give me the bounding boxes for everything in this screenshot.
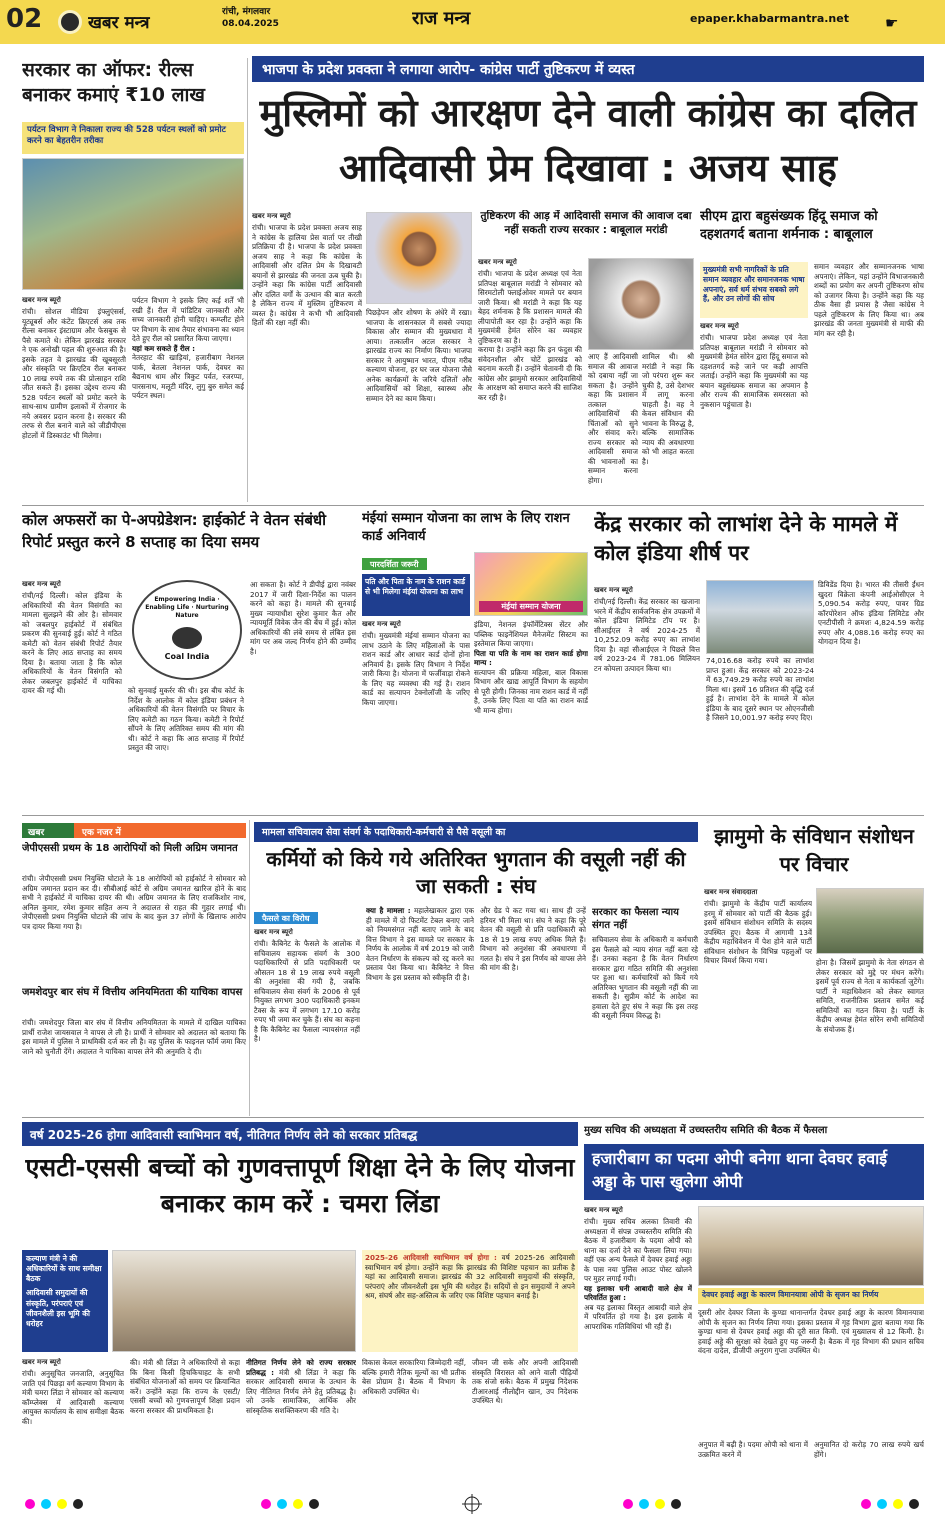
maiyan-col2	[474, 620, 588, 812]
marandi-photo	[588, 258, 694, 350]
ajay-story-col1	[252, 212, 362, 502]
aadivasi-bullets	[22, 1250, 108, 1352]
pointer-hand-icon: ☛	[885, 14, 899, 32]
ek-nazar-label2: एक नजर में	[74, 823, 246, 838]
coal-dividend-body-2: 74,016.68 करोड़ रुपये का लाभांश प्राप्त हुआ। केंद्र सरकार को 2023-24 में 63,749.29 करोड़ रुपये का लाभांश मिला था। इसमें 16 प्रतिशत की वृद्धि दर्ज हुई है। लाभांश देने के मामले में कोल इंडिया के बाद दूसरे स्थान पर ओएनजीसी है जिसने 10,001.97 करोड़ रुपए दिए।	[706, 656, 814, 722]
maiyan-body-1: रांची। मुख्यमंत्री मंईयां सम्मान योजना का लाभ उठाने के लिए महिलाओं के पास राशन कार्ड और आधार कार्ड दोनों होना अनिवार्य है। इसके लिए विभाग ने निर्देश जारी किया है। योजना में फर्जीवाड़ा रोकने के लिए यह व्यवस्था की गई है। राशन कार्ड का सत्यापन टेक्नोलॉजी के जरिए किया जाएगा।	[362, 631, 470, 707]
top-headline: मुस्लिमों को आरक्षण देने वाली कांग्रेस का दलित आदिवासी प्रेम दिखावा : अजय साह	[259, 91, 917, 191]
sangh-byline: खबर मन्त्र ब्यूरो	[254, 928, 293, 936]
ek-nazar-label1: खबर	[22, 823, 74, 838]
jmm-col1	[704, 888, 812, 1112]
sangh-subhead: क्या है मामला :	[366, 906, 411, 915]
ajay-body-2: पिछड़ेपन और शोषण के अंधेरे में रखा। भाजपा के शासनकाल में सबसे ज्यादा विकास और सम्मान की मुख्यधारा में आया। तत्कालीन अटल सरकार ने झारखंड राज्य का निर्माण किया। भाजपा सरकार ने आयुष्मान भारत, पीएम गरीब कल्याण योजना, हर घर जल योजना जैसे अनेक कार्यक्रमों के जरिये दलितों और आदिवासियों को शिक्षा, स्वास्थ्य और सम्मान देने का काम किया।	[366, 308, 472, 403]
reels-body: रांची। सोशल मीडिया इंफ्लुएंसर्स, यूट्यूबर्स और कंटेंट क्रिएटर्स अब तक रील्स बनाकर इंस्टाग्राम और फेसबुक से पैसे कमाते थे। लेकिन झारखंड सरकार ने एक अनोखी पहल की शुरुआत की है। इसके तहत वे झारखंड की खूबसूरती और संस्कृति पर क्रिएटिव रील बनाकर 10 लाख रुपये तक की प्रोत्साहन राशि जीत सकते हैं। इसका उद्देश्य राज्य की 528 पर्यटन स्थलों को प्रमोट करने के साथ-साथ ग्रामीण इलाकों में रोजगार के नये अवसर प्रदान करना है। सरकार की तरफ से रील बनाने वाले को जीडीपीएस होटलों में डिस्काउंट भी मिलेगा।	[22, 307, 126, 440]
coal-pay-body-2: को सुनवाई मुकर्रर की थी। इस बीच कोर्ट के निर्देश के आलोक में कोल इंडिया प्रबंधन ने अधिकारियों की वेतन विसंगति पर विचार के लिए कमेटी का गठन किया। कमेटी ने रिपोर्ट सौंपने के लिए अतिरिक्त समय की मांग की थी। कोर्ट ने कहा कि आठ सप्ताह में रिपोर्ट प्रस्तुत की जाए।	[128, 686, 244, 752]
sangh-body-2: महालेखाकार द्वारा एक ही मामले में दो फिटमेंट टेबल बनाए जाने को नियमसंगत नहीं बताए जाने के बाद वित्त विभाग ने इस मामले पर सरकार के निर्णय के आलोक में वर्ष 2019 को जारी वेतन निर्धारण के संकल्प को रद्द करने का प्रस्ताव पेश किया था। कैबिनेट ने वित्त विभाग के इस प्रस्ताव को स्वीकृति दी है।	[366, 906, 474, 982]
marandi-byline: खबर मन्त्र ब्यूरो	[478, 258, 517, 266]
reels-deck: पर्यटन विभाग ने निकाला राज्य की 528 पर्यटन स्थलों को प्रमोट करने का बेहतरीन तरीका	[22, 122, 244, 154]
row-divider	[22, 1117, 924, 1118]
reels-body2: पर्यटन विभाग ने इसके लिए कई शर्तें भी रखी हैं। रील में पांडिटिव जानकारी और सच्य जानकारी होनी चाहिए। कम्प्लीट होने पर विभाग के साथ तैयार संभावना का ध्यान देते हुए रील को प्रसारित किया जाएगा।	[132, 296, 244, 343]
coal-dividend-body-3: डिविडेंड दिया है। भारत की तीसरी ईंधन खुदरा विक्रेता कंपनी आईओसीएल ने 5,090.54 करोड़ रुपए, पावर ग्रिड कॉरपोरेशन ऑफ इंडिया लिमिटेड और एनटीपीसी ने क्रमशः 4,824.59 करोड़ रुपए और 4,088.16 करोड़ रुपए का योगदान दिया है।	[818, 580, 924, 646]
aadivasi-body-2: की। मंत्री श्री लिंडा ने अधिकारियों से कहा कि बिना किसी हिचकिचाहट के सभी संबंधित योजनाओं को समय पर क्रियान्वित करें। उन्होंने कहा कि राज्य के एसटी/एससी बच्चों को गुणवत्तापूर्ण शिक्षा प्रदान करना सरकार की प्राथमिकता है।	[130, 1358, 240, 1415]
hazaribagh-caption: देवघर हवाई अड्डा के कारण विमानयात्रा ओपी के सृजन का निर्णय	[698, 1288, 924, 1304]
ek-nazar-p2: रांची। जमशेदपुर जिला बार संघ में वित्तीय अनियमितता के मामले में दाखिल याचिका प्रार्थी राजेश जायसवाल ने वापस ले ली है। प्रार्थी ने सोमवार को अदालत को बताया कि इस मामले में पुलिस ने प्राथमिकी दर्ज कर ली है। वह पुलिस के फाइनल फॉर्म जमा किए जाने को चुनौती देंगे। अदालत ने याचिका वापस लेने की अनुमति दे दी।	[22, 1018, 246, 1056]
sangh-body-3: और ग्रेड पे कट गया था। साथ ही उन्हें हरियर भी मिला था। संघ ने कहा कि पूरे वेतन की वसूली से प्रति पदाधिकारी को 18 से 19 लाख रुपए अधिक मिले हैं। विभाग को अनुशंसा की अवधारणा में गलत है। संघ ने इस निर्णय को वापस लेने की मांग की है।	[480, 906, 586, 972]
faisla-headline: सरकार का फैसला न्याय संगत नहीं	[592, 907, 679, 931]
brand-name: खबर मन्त्र	[88, 13, 150, 33]
marandi-body-2: कराया है। उन्होंने कहा कि इन फंदुस की संवेदनशील और चोटें झारखंड को बदनाम करती हैं। उन्होंने चेतावनी दी कि कांग्रेस और झामुमो सरकार आदिवासियों के आरक्षण को समाप्त करने की साजिश कर रही है।	[478, 345, 582, 402]
hazaribagh-byline: खबर मन्त्र ब्यूरो	[584, 1206, 623, 1214]
section-title: राज मन्त्र	[412, 8, 471, 29]
hindu-col1	[700, 322, 808, 502]
coal-india-building-photo	[706, 580, 814, 654]
maiyan-body-3: सत्यापन की प्रक्रिया महिला, बाल विकास विभाग और खाद्य आपूर्ति विभाग के सहयोग से पूरी होगी। जिनका नाम राशन कार्ड में नहीं है, उनके लिए पिता या पति का राशन कार्ड भी मान्य होगा।	[474, 667, 588, 715]
aadivasi-col1	[22, 1358, 124, 1478]
marandi-body-3: आए हैं आदिवासी समाज की आवाज को दबाया नहीं जा सकता है। उन्होंने कहा कि प्रशासन तत्काल आदिवासियों की चिंताओं को सुने और संवाद करे। राज्य सरकार को आदिवासी समाज की भावनाओं का सम्मान करना होगा।	[588, 352, 638, 485]
coal-india-logo-text: Coal India	[164, 652, 210, 662]
maiyan-poster	[474, 552, 588, 616]
coal-dividend-headline: केंद्र सरकार को लाभांश देने के मामले में कोल इंडिया शीर्ष पर	[594, 512, 898, 566]
hindu-headline: सीएम द्वारा बहुसंख्यक हिंदू समाज को दहशतगर्द बताना शर्मनाक : बाबूलाल	[700, 209, 878, 242]
marandi-headline: तुष्टिकरण की आड़ में आदिवासी समाज की आवाज दबा नहीं सकती राज्य सरकार : बाबूलाल मरांडी	[480, 210, 692, 236]
sangh-headline: कर्मियों को किये गये अतिरिक्त भुगतान की वसूली नहीं की जा सकती : संघ	[266, 847, 686, 898]
coal-pay-col1	[22, 580, 122, 812]
hazaribagh-body-2: दूसरी ओर देवघर जिला के कुण्डा थानान्तर्गत देवघर हवाई अड्डा के कारण विमानयात्रा ओपी के सृजन का निर्णय लिया गया। इसका प्रस्ताव में गृह विभाग द्वारा बताया गया कि कुण्डा थाना से देवघर हवाई अड्डा की दूरी सात किमी. एवं मुख्यालय से 12 किमी. है। हवाई अड्डे की सुरक्षा को देखते हुए यह जरूरी है। बैठक में गृह विभाग की प्रधान सचिव वंदना दादेल, डीजीपी अनुराग गुप्ता उपस्थित थे।	[698, 1308, 924, 1355]
tourism-collage-photo	[22, 158, 244, 290]
coal-pay-body-1: रांची/नई दिल्ली। कोल इंडिया के अधिकारियों की वेतन विसंगति का मामला सुलझने की ओर है। सोमवार को जबलपुर हाईकोर्ट में संबंधित प्रकरण की सुनवाई हुई। कोर्ट ने गठित कमेटी को वेतन संबंधी रिपोर्ट तैयार करने के लिए आठ सप्ताह का समय दिया है। बताया जाता है कि कोल अधिकारियों के वेतन विसंगति को लेकर जबलपुर हाईकोर्ट में याचिका दायर की गई थी।	[22, 591, 122, 696]
maiyan-tag-wrap	[362, 552, 470, 570]
marandi-body-1: रांची। भाजपा के प्रदेश अध्यक्ष एवं नेता प्रतिपक्ष बाबूलाल मरांडी ने सोमवार को सिरमटोली फ्लाईओवर मामले पर बयान जारी किया। श्री मरांडी ने कहा कि यह बेहद शर्मनाक है कि प्रशासन मामले की लीपापोती कर रहा है। उन्होंने कहा कि मुख्यमंत्री हेमंत सोरेन का व्यवहार तुष्टिकरण का है।	[478, 269, 582, 345]
coal-dividend-col1	[594, 586, 700, 812]
reels-byline: खबर मन्त्र ब्यूरो	[22, 296, 61, 304]
ek-nazar-banner	[22, 820, 246, 838]
page-number: 02	[6, 4, 43, 34]
print-registration-strip	[0, 1492, 945, 1517]
hindu-body-1: रांची। भाजपा प्रदेश अध्यक्ष एवं नेता प्रतिपक्ष बाबूलाल मरांडी ने सोमवार को मुख्यमंत्री हेमंत सोरेन द्वारा हिंदू समाज को दहशतगर्द कहे जाने पर कड़ी आपत्ति जताई। उन्होंने कहा कि मुख्यमंत्री का यह बयान बहुसंख्यक समाज का अपमान है और राज्य की सामाजिक समरसता को नुकसान पहुंचाता है।	[700, 333, 808, 409]
row-divider	[22, 815, 924, 816]
jmm-meeting-photo	[816, 888, 924, 954]
hindu-quote: मुख्यमंत्री सभी नागरिकों के प्रति समान व्यवहार और समानजनक भाषा अपनाएं, सर्व धर्म संभव सबको लगे हैं, और उन लोगों की सोच	[700, 262, 808, 318]
coal-pay-body-3: आ सकता है। कोर्ट ने डीपीई द्वारा नवंबर 2017 में जारी दिशा-निर्देश का पालन करने को कहा है। मामले की सुनवाई मुख्य न्यायाधीश सुरेश कुमार कैत और न्यायमूर्ति विवेक जैन की बेंच में हुई। कोल अधिकारियों की लंबे समय से लंबित इस मांग पर अब जल्द निर्णय होने की उम्मीद है।	[250, 580, 356, 656]
aadivasi-body-4: विकास केवल सरकारिया जिम्मेदारी नहीं, बल्कि हमारी नैतिक मूल्यों का भी प्रतीक बेस प्रोग्राम है। बैठक में विभाग के अधिकारी उपस्थित थे।	[362, 1358, 466, 1396]
aadivasi-subhead: नीतिगत निर्णय लेने को राज्य सरकार प्रतिबद्ध :	[246, 1358, 356, 1377]
aadivasi-headline: एसटी-एससी बच्चों को गुणवत्तापूर्ण शिक्षा देने के लिए योजना बनाकर काम करें : चमरा लिंडा	[25, 1153, 575, 1219]
column-divider	[247, 58, 248, 502]
reels-body-col2	[132, 296, 244, 502]
maiyan-headline: मंईयां सम्मान योजना का लाभ के लिए राशन कार्ड अनिवार्य	[362, 511, 570, 544]
hazaribagh-subhead: यह इलाका घनी आबादी वाले क्षेत्र में परिवर्तित हुआ :	[584, 1283, 692, 1303]
ajay-body-1: रांची। भाजपा के प्रदेश प्रवक्ता अजय साह ने कांग्रेस के हालिया प्रेस वार्ता पर तीखी प्रतिक्रिया दी है। भाजपा के प्रदेश प्रवक्ता अजय साह ने कहा कि कांग्रेस के आदिवासी और दलित प्रेम के दिखावटी बयानों से झारखंड की जनता ऊब चुकी है। उन्होंने कहा कि कांग्रेस पार्टी आदिवासी और दलित वर्गों के उत्थान की बात करती है लेकिन राज्य में मुस्लिम तुष्टिकरण में व्यस्त है। कांग्रेस ने कभी भी आदिवासी हितों की रक्षा नहीं की।	[252, 223, 362, 328]
maiyan-byline: खबर मन्त्र ब्यूरो	[362, 620, 401, 628]
sangh-tag: फैसले का विरोध	[254, 912, 318, 924]
sangh-col1	[254, 928, 360, 1112]
aadivasi-body-3: मंत्री श्री लिंडा ने कहा कि सरकार आदिवासी समाज के उत्थान के लिए नीतिगत निर्णय लेने हेतु प्रतिबद्ध है। जो उनके सामाजिक, आर्थिक और सांस्कृतिक सशक्तिकरण की गति दे।	[246, 1367, 356, 1415]
sangh-tag-wrap	[254, 906, 364, 924]
chamra-linda-meeting-photo	[112, 1250, 356, 1352]
jmm-body-2: होना है। जिसमें झामुमो के नेता संगठन से लेकर सरकार को मुद्दे पर मंथन करेंगे। इसमें पूर्व राज्य से नेता व कार्यकर्ता जुटेंगे। पार्टी ने महाधिवेशन को लेकर स्वागत समिति, राजनीतिक प्रस्ताव समेत कई समितियों का गठन किया है। पार्टी के केंद्रीय अध्यक्ष हेमंत सोरेन सभी समितियों के संयोजक हैं।	[816, 958, 924, 1034]
coal-india-logo	[132, 580, 242, 680]
reels-subhead: यहां कम सकते हैं रील :	[132, 343, 196, 353]
ek-nazar-h2: जमशेदपुर बार संघ में वित्तीय अनियमितता की याचिका वापस	[22, 987, 243, 998]
coal-dividend-byline: खबर मन्त्र ब्यूरो	[594, 586, 633, 594]
faisla-body: सचिवालय सेवा के अधिकारी व कर्मचारी इस फैसले को न्याय संगत नहीं बता रहे हैं। उनका कहना है कि वेतन निर्धारण सरकार द्वारा गठित समिति की अनुशंसा पर हुआ था। कर्मचारियों को किये गये अतिरिक्त भुगतान की वसूली नहीं की जा सकती है। सुप्रीम कोर्ट के आदेश का हवाला देते हुए संघ ने कहा कि इस तरह की वसूली नियम विरुद्ध है।	[592, 935, 698, 1020]
aadivasi-byline: खबर मन्त्र ब्यूरो	[22, 1358, 61, 1366]
top-kicker: भाजपा के प्रदेश प्रवक्ता ने लगाया आरोप- कांग्रेस पार्टी तुष्टिकरण में व्यस्त	[252, 56, 924, 82]
maiyan-subhead: पिता या पति के नाम का राशन कार्ड होगा मान्य :	[474, 648, 588, 667]
aadivasi-kicker: वर्ष 2025-26 होगा आदिवासी स्वाभिमान वर्ष, नीतिगत निर्णय लेने को सरकार प्रतिबद्ध	[22, 1122, 578, 1146]
maiyan-bullet: पति और पिता के नाम के राशन कार्ड से भी मिलेगा मंईयां योजना का लाभ	[362, 574, 470, 616]
dateline	[222, 6, 322, 40]
aadivasi-box-body: वर्ष 2025-26 आदिवासी स्वाभिमान वर्ष होगा। उन्होंने कहा कि झारखंड की विशिष्ट पहचान का प्रतीक है यहां का आदिवासी समाज। झारखंड की 32 आदिवासी समुदायों की संस्कृति, परंपराएं और जीवनशैली इस भूमि की धरोहर हैं। सदियों से इन समुदायों ने अपने श्रम, संघर्ष और सह-अस्तित्व के जरिए एक विशिष्ट पहचान बनाई है।	[365, 1253, 575, 1300]
sangh-kicker: मामला सचिवालय सेवा संवर्ग के पदाधिकारी-कर्मचारी से पैसे वसूली का	[254, 822, 698, 842]
marandi-body-4: शामिल थी। श्री मरांडी ने कहा कि जो परंपरा शुरू कर चुकी है, उसे देशभर में लागू करना चाहती है। वह ने केवल संविधान की भावना के विरुद्ध है, बल्कि सामाजिक न्याय की अवधारणा को भी आहत करता है।	[642, 352, 694, 466]
faisla-box	[592, 906, 698, 1112]
maiyan-tag: पारदर्शिता जरूरी	[362, 558, 427, 570]
reels-body-col1	[22, 296, 126, 502]
hazaribagh-body-1b: अब यह इलाका विस्तृत आबादी वाले क्षेत्र में परिवर्तित हो गया है। इस इलाके में आपराधिक गतिविधियां भी रही हैं।	[584, 1302, 692, 1331]
aadivasi-box-title: 2025-26 आदिवासी स्वाभिमान वर्ष होगा :	[365, 1253, 497, 1262]
jmm-headline: झामुमो के संविधान संशोधन पर विचार	[714, 824, 914, 876]
hazaribagh-kicker: मुख्य सचिव की अध्यक्षता में उच्चस्तरीय समिति की बैठक में फैसला	[584, 1125, 828, 1136]
row-divider	[22, 505, 924, 506]
jmm-byline: खबर मन्त्र संवाददाता	[704, 888, 758, 896]
hazaribagh-meeting-photo	[698, 1206, 924, 1286]
brand-logo-icon	[58, 10, 82, 34]
reels-headline: सरकार का ऑफर: रील्स बनाकर कमाएं ₹10 लाख	[22, 59, 205, 106]
ajay-sah-photo	[366, 212, 472, 304]
maiyan-poster-text: मंईयां सम्मान योजना	[479, 601, 583, 612]
epaper-link[interactable]: epaper.khabarmantra.net	[690, 12, 849, 25]
ek-nazar-p1: रांची। जेपीएससी प्रथम नियुक्ति घोटाले के 18 आरोपियों को हाईकोर्ट ने सोमवार को अग्रिम जमानत प्रदान कर दी। सीबीआई कोर्ट से अग्रिम जमानत खारिज होने के बाद सभी ने हाईकोर्ट में याचिका दायर की थी। अग्रिम जमानत के लिए राजकिशोर नाथ, अनिल कुमार, रमेश कुमार सहित अन्य ने अदालत से राहत की गुहार लगाई थी। जेपीएससी प्रथम नियुक्ति घोटाले की जांच के बाद कुल 37 लोगों के खिलाफ आरोप पत्र दायर किया गया है।	[22, 874, 246, 931]
maiyan-col1	[362, 620, 470, 812]
coal-pay-byline: खबर मन्त्र ब्यूरो	[22, 580, 61, 588]
hazaribagh-headline: हजारीबाग का पदमा ओपी बनेगा थाना देवघर हवाई अड्डा के पास खुलेगा ओपी	[584, 1144, 924, 1200]
marandi-col1	[478, 258, 582, 502]
ek-nazar-h1: जेपीएससी प्रथम के 18 आरोपियों को मिली अग्रिम जमानत	[22, 843, 238, 854]
city-day: रांची, मंगलवार	[222, 7, 271, 17]
reels-body3: नेतरहाट की खाड़ियां, हजारीबाग नेशनल पार्क, बेतला नेशनल पार्क, देवघर का बैद्यनाथ धाम और त्रिकुट पर्वत, रजरप्पा, पारसनाथ, मलूटी मंदिर, लुगु बुरु समेत कई पर्यटन स्थल।	[132, 353, 244, 400]
coal-india-logo-ring: Empowering India · Enabling Life · Nurturing Nature	[145, 596, 229, 619]
aadivasi-box	[362, 1250, 578, 1352]
registration-marks-icon	[0, 1492, 945, 1517]
coal-india-emblem-icon	[172, 627, 202, 649]
aadivasi-bullet2: आदिवासी समुदायों की संस्कृति, परंपराएं एवं जीवनशैली इस भूमि की धरोहर	[26, 1288, 90, 1328]
aadivasi-col3	[246, 1358, 356, 1478]
hazaribagh-col1	[584, 1206, 692, 1478]
hindu-body-2: समान व्यवहार और सम्मानजनक भाषा अपनाएं। लेकिन, यहां उन्होंने विभाजनकारी शब्दों का प्रयोग कर अपनी तुष्टिकरण सोच को उजागर किया है। उन्होंने कहा कि यह ठीक वैसा ही प्रयास है जैसा कांग्रेस ने पहले तुष्टिकरण के लिए किया था। अब झारखंड की जनता मुख्यमंत्री से माफी की मांग कर रही है।	[814, 262, 924, 338]
sangh-col2	[366, 906, 474, 1112]
ajay-byline: खबर मन्त्र ब्यूरो	[252, 212, 291, 220]
sangh-body-1: रांची। कैबिनेट के फैसले के आलोक में सचिवालय सहायक संवर्ग के 300 पदाधिकारियों से प्रति पदाधिकारी पर औसतन 18 से 19 लाख रुपये वसूली की अनुशंसा की गयी है, जबकि सचिवालय सेवा संवर्ग के 2006 से पूर्व नियुक्त लगभग 300 पदाधिकारी इनकम टैक्स के रूप में लगभग 17.10 करोड़ रुपए भी जमा कर चुके हैं। संघ का कहना है कि कैबिनेट का फैसला न्यायसंगत नहीं है।	[254, 939, 360, 1044]
hazaribagh-body-1: रांची। मुख्य सचिव अलका तिवारी की अध्यक्षता में संपन्न उच्चस्तरीय समिति की बैठक में हजारीबाग के पदमा ओपी को थाना का दर्जा देने का फैसला लिया गया। वहीं एक अन्य फैसले में देवघर हवाई अड्डा के पास नया पुलिस आउट पोस्ट खोलने पर मुहर लगाई गयी।	[584, 1217, 692, 1284]
column-divider	[249, 820, 250, 1116]
issue-date: 08.04.2025	[222, 19, 279, 30]
aadivasi-bullet1: कल्याण मंत्री ने की अधिकारियों के साथ समीक्षा बैठक	[26, 1254, 102, 1284]
hindu-byline: खबर मन्त्र ब्यूरो	[700, 322, 739, 330]
maiyan-body-2: इंडिया, नेशनल इंफॉर्मेटिक्स सेंटर और पब्लिक फाइनेंशियल मैनेजमेंट सिस्टम का इस्तेमाल किया जाएगा।	[474, 620, 588, 648]
hazaribagh-body-4: अनुमानित दो करोड़ 70 लाख रुपये खर्च होंगे।	[814, 1440, 924, 1459]
aadivasi-body-5: जीवन जी सके और अपनी आदिवासी संस्कृति विरासत को आने वाली पीढ़ियों तक संजो सके। बैठक में प्रमुख निदेशक टीआरआई नीलोद्दीन खान, उप निदेशक उपस्थित थे।	[472, 1358, 578, 1405]
coal-dividend-body-1: रांची/नई दिल्ली। केंद्र सरकार का खजाना भरने में केंद्रीय सार्वजनिक क्षेत्र उपक्रमों में कोल इंडिया लिमिटेड टॉप पर है। सीआईएल ने वर्ष 2024-25 में 10,252.09 करोड़ रुपए का लाभांश दिया है। वहां सीआईएल ने पिछले वित्त वर्ष 2023-24 में 781.06 मिलियन टन कोयला उत्पादन किया था।	[594, 597, 700, 673]
hazaribagh-body-3: अनुपात में बढ़ी है। पदमा ओपी को थाना में उत्क्रमित करने में	[698, 1440, 808, 1459]
jmm-body-1: रांची। झामुमो के केंद्रीय पार्टी कार्यालय हरमू में सोमवार को पार्टी की बैठक हुई। इसमें संविधान संशोधन समिति के सदस्य उपस्थित हुए। बैठक में आगामी 13वें केंद्रीय महाधिवेशन में पेश होने वाले पार्टी संविधान संशोधन के विभिन्न पहलुओं पर विचार विमर्श किया गया।	[704, 899, 812, 966]
coal-pay-headline: कोल अफसरों का पे-अपग्रेडेशन: हाईकोर्ट ने वेतन संबंधी रिपोर्ट प्रस्तुत करने 8 सप्ताह का दिया समय	[22, 511, 326, 551]
aadivasi-body-1: रांची। अनुसूचित जनजाति, अनुसूचित जाति एवं पिछड़ा वर्ग कल्याण विभाग के मंत्री चमरा लिंडा ने सोमवार को कल्याण कॉम्प्लेक्स में आदिवासी कल्याण आयुक्त कार्यालय के साथ समीक्षा बैठक की।	[22, 1369, 124, 1426]
